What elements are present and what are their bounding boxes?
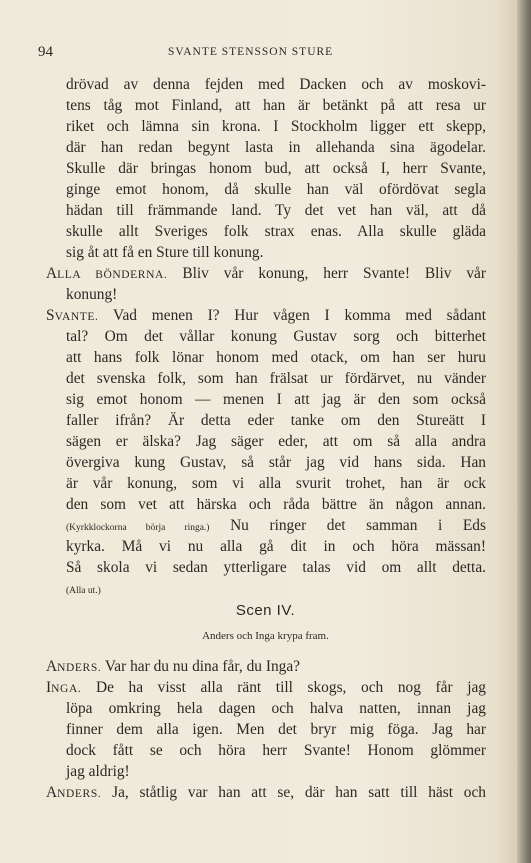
text-line: dock fått se och höra herr Svante! Honom glömmer <box>66 742 486 759</box>
text-line: drövad av denna fejden med Dacken och av moskovi- <box>66 76 486 93</box>
text-line: är vår konung, som vi alla svurit trohet, han är ock <box>66 475 486 492</box>
speaker-name: ALLA BÖNDERNA. <box>46 265 168 282</box>
speaker-name: ANDERS. <box>46 658 102 675</box>
speech-line: SVANTE. Vad menen I? Hur vågen I komma med sådant <box>46 307 486 324</box>
speech-line: ANDERS. Ja, ståtlig var han att se, där han satt till häst och <box>46 784 486 801</box>
speaker-name: INGA. <box>46 679 82 696</box>
scene-title: Scen IV. <box>235 602 296 619</box>
speech-line: ALLA BÖNDERNA. Bliv vår konung, herr Svante! Bliv vår <box>46 265 486 282</box>
text-line: sig åt att få en Sture till konung. <box>66 244 264 261</box>
text-line: hädan till främmande land. Ty det vet han väl, att då <box>66 202 486 219</box>
text-line: det svenska folk, som han frälsat ur fördärvet, nu vänder <box>66 370 486 387</box>
text-line: (Kyrkklockorna börja ringa.) Nu ringer det samman i Eds <box>66 517 486 534</box>
text-line: jag aldrig! <box>66 763 130 780</box>
text-line: att hans folk lönar honom med otack, om han ser huru <box>66 349 486 366</box>
stage-direction: (Alla ut.) <box>66 586 101 596</box>
text-line: Så skola vi sedan ytterligare talas vid om allt detta. <box>66 559 486 576</box>
text-line: tens tåg mot Finland, att han är betänkt på att resa ur <box>66 97 486 114</box>
text-line: där han redan begynt lasta in allehanda sina ägodelar. <box>66 139 486 156</box>
speech-line: ANDERS. Var har du nu dina får, du Inga? <box>46 658 300 675</box>
text-line: Skulle där bringas honom bud, att också I, herr Svante, <box>66 160 486 177</box>
text-line: riket och lämna sin krona. I Stockholm ligger ett skepp, <box>66 118 486 135</box>
text-line: finner dem alla igen. Men det bryr mig föga. Jag har <box>66 721 486 738</box>
speaker-name: SVANTE. <box>46 307 99 324</box>
text-line: skulle allt Sveriges folk strax enas. Alla skulle gläda <box>66 223 486 240</box>
page-number: 94 <box>38 44 53 60</box>
text-line: faller ifrån? Är detta eder tanke om den Stureätt I <box>66 412 486 429</box>
text-line: löpa omkring hela dagen och halva natten, innan jag <box>66 700 486 717</box>
text-line: sägen er älska? Jag säger eder, att om så alla andra <box>66 433 486 450</box>
scene-stage-direction: Anders och Inga krypa fram. <box>202 630 329 642</box>
page-header <box>38 44 488 62</box>
text-line: sig emot honom — menen I att jag är den som också <box>66 391 486 408</box>
text-line: konung! <box>66 286 118 303</box>
text-line: ginge emot honom, då skulle han väl ofördövat segla <box>66 181 486 198</box>
stage-direction: (Kyrkklockorna börja ringa.) <box>66 523 210 533</box>
text-line: tal? Om det vållar konung Gustav sorg och bitterhet <box>66 328 486 345</box>
running-title: SVANTE STENSSON STURE <box>168 46 334 58</box>
text-line: övergiva kung Gustav, så står jag vid hans sida. Han <box>66 454 486 471</box>
text-line: kyrka. Må vi nu alla gå dit in och höra mässan! <box>66 538 486 555</box>
speech-line: INGA. De ha visst alla ränt till skogs, och nog får jag <box>46 679 486 696</box>
speaker-name: ANDERS. <box>46 784 102 801</box>
text-line: den som vet att härska och råda bättre än någon annan. <box>66 496 486 513</box>
book-edge <box>517 0 531 863</box>
